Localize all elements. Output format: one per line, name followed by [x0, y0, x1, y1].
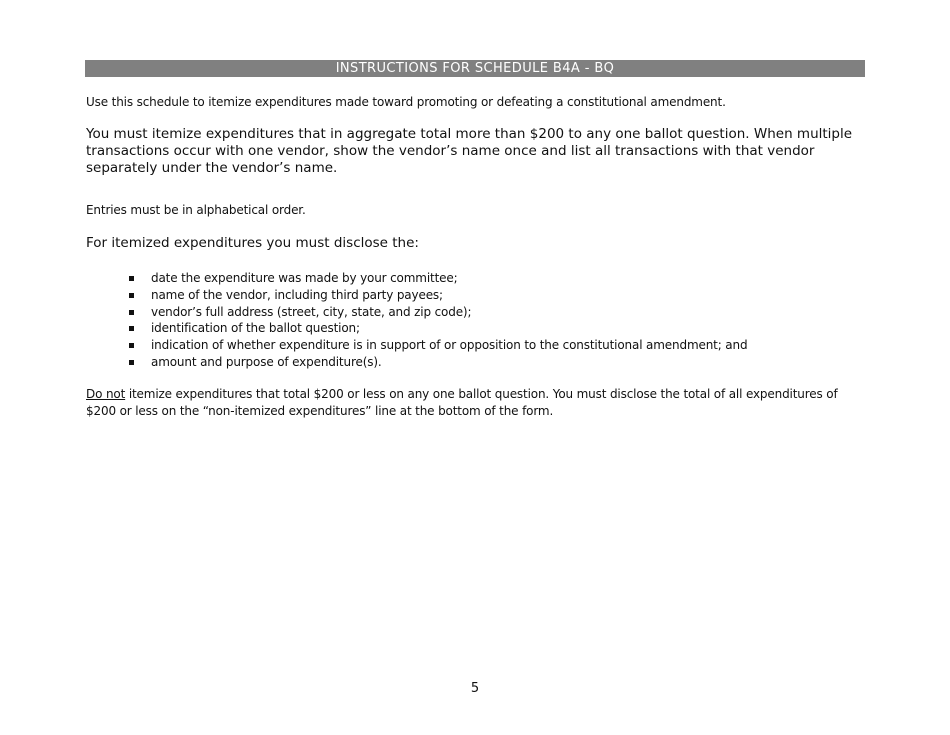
square-bullet-icon [129, 276, 134, 281]
list-item-text: indication of whether expenditure is in support of or opposition to the constitutional amendment; and [151, 338, 748, 353]
non-itemized-paragraph [86, 386, 866, 420]
list-item [128, 320, 747, 337]
list-item [128, 287, 747, 304]
list-item-text: amount and purpose of expenditure(s). [151, 354, 382, 369]
square-bullet-icon [129, 293, 134, 298]
page-title: INSTRUCTIONS FOR SCHEDULE B4A - BQ [85, 60, 865, 77]
square-bullet-icon [129, 310, 134, 315]
list-item [128, 270, 747, 287]
list-item-text: date the expenditure was made by your committee; [151, 271, 458, 285]
disclosure-list [128, 270, 747, 371]
list-item [128, 337, 747, 354]
list-item-text: vendor’s full address (street, city, state, and zip code); [151, 304, 472, 319]
non-itemized-text: itemize expenditures that total $200 or less on any one ballot question. You must disclose the total of all expenditures of $200 or less on the “non-itemized expenditures” line at the bottom of the form. [86, 387, 838, 418]
order-rule-paragraph: Entries must be in alphabetical order. [86, 203, 306, 217]
square-bullet-icon [129, 326, 134, 331]
list-item [128, 304, 747, 321]
square-bullet-icon [129, 360, 134, 365]
list-item-text: name of the vendor, including third party payees; [151, 287, 443, 302]
square-bullet-icon [129, 343, 134, 348]
list-item-text: identification of the ballot question; [151, 321, 360, 336]
page-number: 5 [470, 681, 480, 696]
disclose-intro-paragraph: For itemized expenditures you must disclose the: [86, 235, 419, 251]
list-item [128, 354, 747, 371]
do-not-emphasis: Do not [86, 387, 126, 401]
aggregate-rule-paragraph: You must itemize expenditures that in aggregate total more than $200 to any one ballot question. When multiple transactions occur with one vendor, show the vendor’s name once and list all transactions with that vendor separately under the vendor’s name. [86, 126, 853, 176]
intro-paragraph: Use this schedule to itemize expenditures made toward promoting or defeating a constitutional amendment. [86, 95, 726, 109]
